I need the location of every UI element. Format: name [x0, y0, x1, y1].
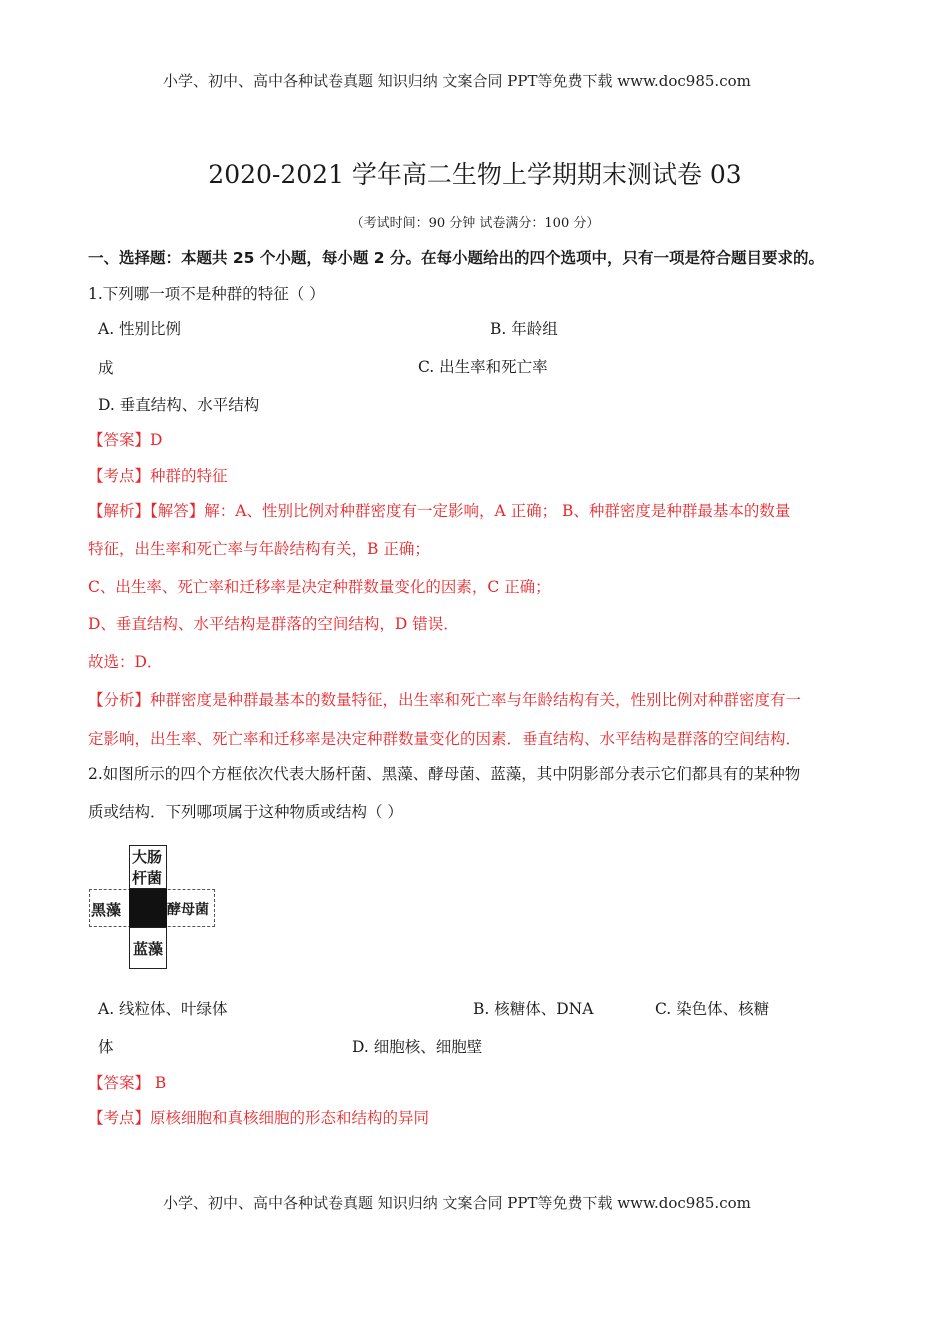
q1-stem: 1.下列哪一项不是种群的特征（ ）	[88, 285, 325, 303]
section-heading: 一、选择题：本题共 25 个小题，每小题 2 分。在每小题给出的四个选项中，只有一项是符合题目要求的。	[88, 249, 824, 267]
q2-option-b: B. 核糖体、DNA	[473, 1000, 594, 1018]
q1-option-b-cont: 成	[98, 359, 114, 377]
q1-analysis-line5: 故选：D．	[88, 653, 163, 671]
q1-option-d: D. 垂直结构、水平结构	[98, 396, 260, 414]
q2-option-d: D. 细胞核、细胞壁	[352, 1038, 483, 1056]
venn-box-figure	[85, 843, 220, 973]
q1-analysis-line3: C、出生率、死亡率和迁移率是决定种群数量变化的因素，C 正确；	[88, 578, 551, 596]
exam-info: （考试时间：90 分钟 试卷满分：100 分）	[350, 216, 600, 231]
q1-analysis-line2: 特征，出生率和死亡率与年龄结构有关，B 正确；	[88, 540, 430, 558]
q2-option-a: A. 线粒体、叶绿体	[98, 1000, 228, 1018]
label-left: 黑藻	[91, 901, 122, 919]
q1-option-c: C. 出生率和死亡率	[418, 358, 548, 376]
q1-answer: 【答案】D	[88, 431, 163, 449]
q1-analysis-line6: 【分析】种群密度是种群最基本的数量特征，出生率和死亡率与年龄结构有关，性别比例对种群密度有一	[88, 691, 802, 709]
q1-point: 【考点】种群的特征	[88, 467, 228, 485]
q1-option-a: A. 性别比例	[98, 320, 182, 338]
q2-option-c-cont: 体	[98, 1038, 114, 1056]
q2-stem-line2: 质或结构．下列哪项属于这种物质或结构（ ）	[88, 803, 403, 821]
q1-analysis-line7: 定影响，出生率、死亡率和迁移率是决定种群数量变化的因素．垂直结构、水平结构是群落的空间结构．	[88, 730, 802, 748]
q2-answer: 【答案】 B	[88, 1074, 167, 1092]
q1-option-b: B. 年龄组	[490, 320, 558, 338]
shaded-overlap	[129, 889, 167, 927]
q2-point: 【考点】原核细胞和真核细胞的形态和结构的异同	[88, 1109, 430, 1127]
q2-option-c: C. 染色体、核糖	[655, 1000, 770, 1018]
q1-analysis-line1: 【解析】【解答】解：A、性别比例对种群密度有一定影响，A 正确； B、种群密度是种群最基本的数量	[88, 502, 791, 520]
q1-analysis-line4: D、垂直结构、水平结构是群落的空间结构，D 错误．	[88, 615, 459, 633]
q2-stem-line1: 2.如图所示的四个方框依次代表大肠杆菌、黑藻、酵母菌、蓝藻，其中阴影部分表示它们都具有的某种物	[88, 765, 801, 783]
label-bottom: 蓝藻	[133, 940, 164, 958]
label-right: 酵母菌	[167, 902, 209, 918]
page-footer: 小学、初中、高中各种试卷真题 知识归纳 文案合同 PPT等免费下载 www.doc985.com	[163, 1194, 751, 1212]
label-top: 大肠杆菌	[132, 848, 163, 887]
page-header: 小学、初中、高中各种试卷真题 知识归纳 文案合同 PPT等免费下载 www.doc985.com	[163, 72, 751, 90]
page-title: 2020-2021 学年高二生物上学期期末测试卷 03	[208, 160, 742, 189]
